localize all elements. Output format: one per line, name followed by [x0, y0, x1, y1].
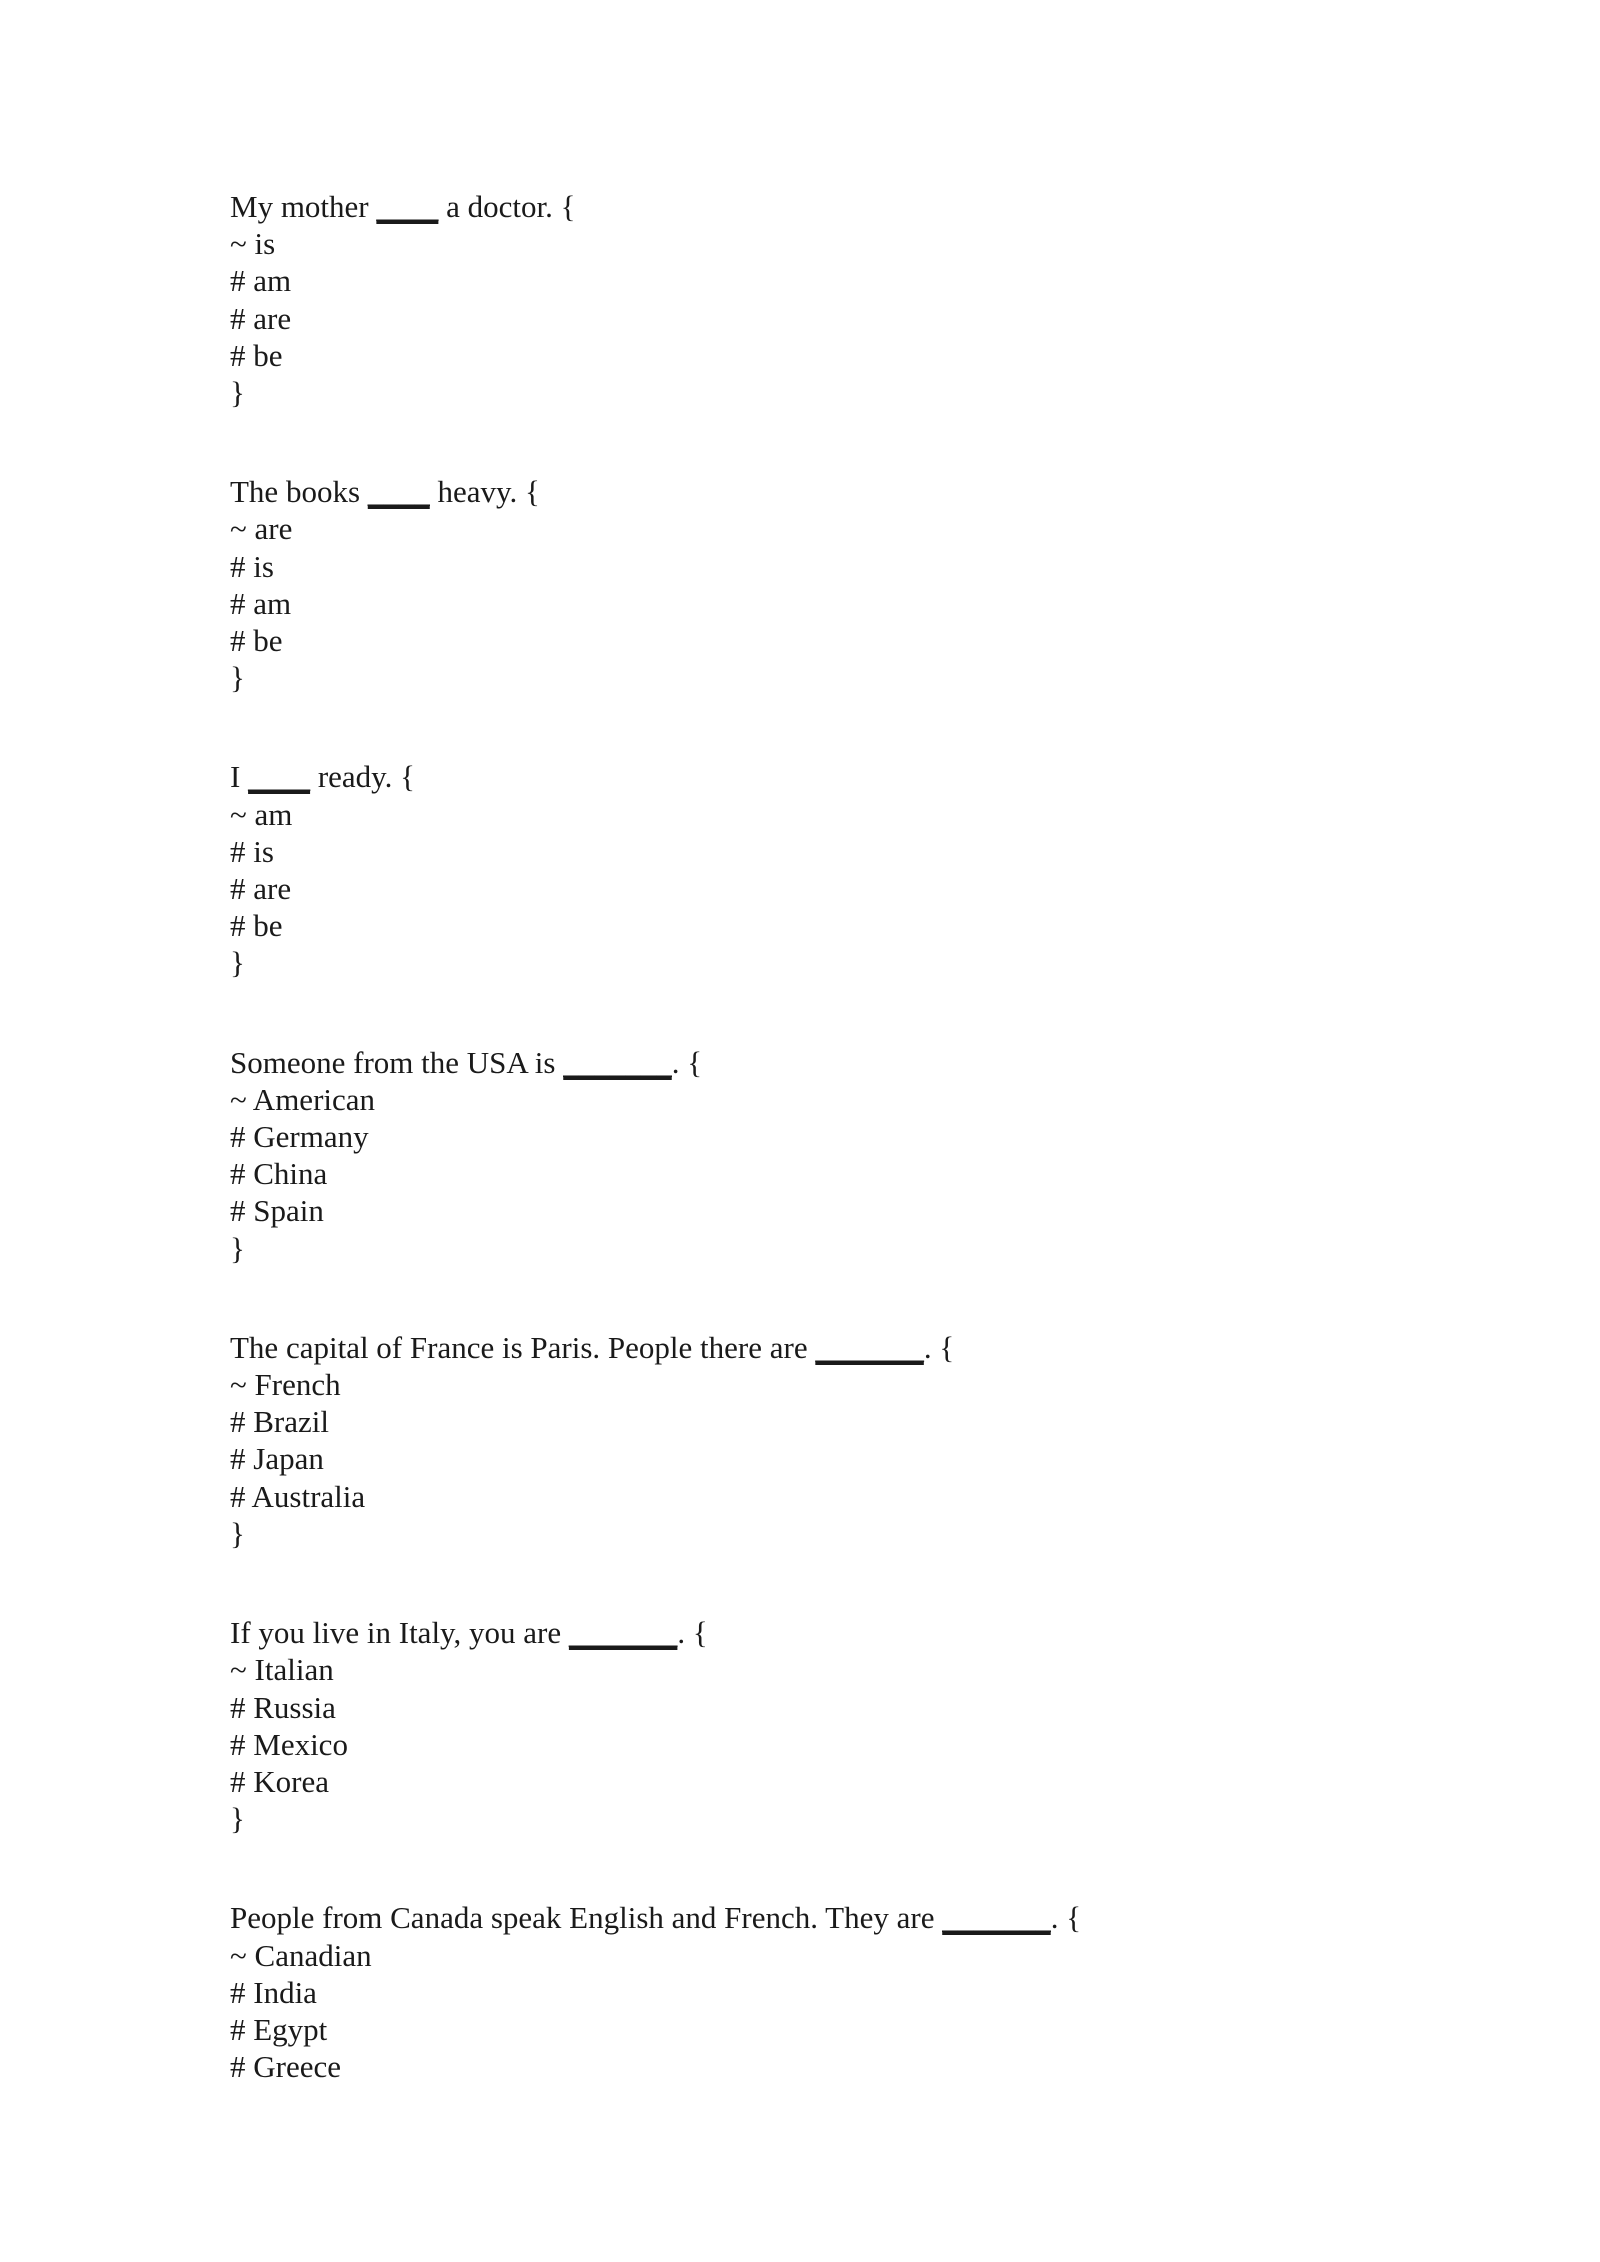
prompt-text-after: heavy. { [429, 474, 540, 510]
prompt-text-before: If you live in Italy, you are [230, 1615, 569, 1651]
prompt-text-after: a doctor. { [438, 189, 576, 224]
question-block [230, 1899, 1430, 2085]
question-list [230, 188, 1430, 2147]
prompt-text-before: The books [230, 474, 368, 510]
prompt-text-after: . { [677, 1615, 708, 1651]
answer-blank: _______ [942, 1900, 1051, 1936]
question-prompt [230, 188, 1430, 225]
prompt-text-after: . { [923, 1329, 955, 1365]
wrong-answer-option: # Greece [230, 2049, 341, 2085]
wrong-answer-option: # be [230, 623, 283, 659]
question-prompt [230, 758, 1430, 795]
wrong-answer-option: # be [230, 337, 283, 373]
wrong-answer-option: # is [230, 548, 274, 584]
question-block [230, 1614, 1430, 1837]
answer-blank: ____ [376, 189, 439, 224]
wrong-answer-option: # Mexico [230, 1726, 348, 1762]
closing-brace: } [230, 1801, 245, 1837]
answer-blank: ____ [248, 759, 311, 795]
correct-answer-option: ~ Italian [230, 1652, 334, 1688]
question-prompt [230, 473, 1430, 510]
wrong-answer-option: # China [230, 1156, 328, 1192]
wrong-answer-option: # Australia [230, 1478, 366, 1514]
question-block [230, 473, 1430, 696]
closing-brace: } [230, 1230, 245, 1266]
wrong-answer-option: # am [230, 585, 292, 621]
wrong-answer-option: # Spain [230, 1193, 324, 1229]
prompt-text-after: . { [671, 1044, 703, 1080]
wrong-answer-option: # are [230, 300, 292, 336]
answer-blank: ____ [367, 474, 430, 510]
closing-brace: } [230, 375, 245, 411]
prompt-text-after: . { [1050, 1900, 1082, 1936]
prompt-text-before: Someone from the USA is [230, 1044, 564, 1080]
question-block [230, 758, 1430, 981]
answer-blank: _______ [815, 1329, 924, 1365]
correct-answer-option: ~ is [230, 226, 276, 262]
correct-answer-option: ~ Canadian [230, 1937, 372, 1973]
question-block [230, 1044, 1430, 1267]
closing-brace: } [230, 1515, 245, 1551]
prompt-text-before: My mother [230, 189, 377, 224]
wrong-answer-option: # Germany [230, 1119, 369, 1155]
correct-answer-option: ~ French [230, 1367, 341, 1403]
question-prompt [230, 1044, 1430, 1081]
prompt-text-after: ready. { [310, 759, 416, 795]
wrong-answer-option: # Korea [230, 1763, 329, 1799]
question-block [230, 188, 1430, 411]
correct-answer-option: ~ are [230, 511, 293, 547]
closing-brace: } [230, 660, 245, 696]
correct-answer-option: ~ am [230, 796, 293, 832]
prompt-text-before: The capital of France is Paris. People there are [230, 1329, 816, 1365]
wrong-answer-option: # is [230, 833, 274, 869]
prompt-text-before: I [230, 759, 249, 795]
wrong-answer-option: # Brazil [230, 1404, 329, 1440]
wrong-answer-option: # am [230, 263, 292, 299]
question-block [230, 1329, 1430, 1552]
question-prompt [230, 1329, 1430, 1366]
wrong-answer-option: # be [230, 908, 283, 944]
correct-answer-option: ~ American [230, 1081, 376, 1117]
wrong-answer-option: # are [230, 871, 292, 907]
answer-blank: _______ [568, 1615, 678, 1651]
answer-blank: _______ [563, 1044, 672, 1080]
wrong-answer-option: # Egypt [230, 2011, 328, 2047]
question-prompt [230, 1614, 1430, 1651]
wrong-answer-option: # Japan [230, 1441, 324, 1477]
wrong-answer-option: # India [230, 1974, 317, 2010]
prompt-text-before: People from Canada speak English and French. They are [230, 1900, 943, 1936]
wrong-answer-option: # Russia [230, 1689, 336, 1725]
closing-brace: } [230, 945, 245, 981]
question-prompt [230, 1899, 1430, 1936]
